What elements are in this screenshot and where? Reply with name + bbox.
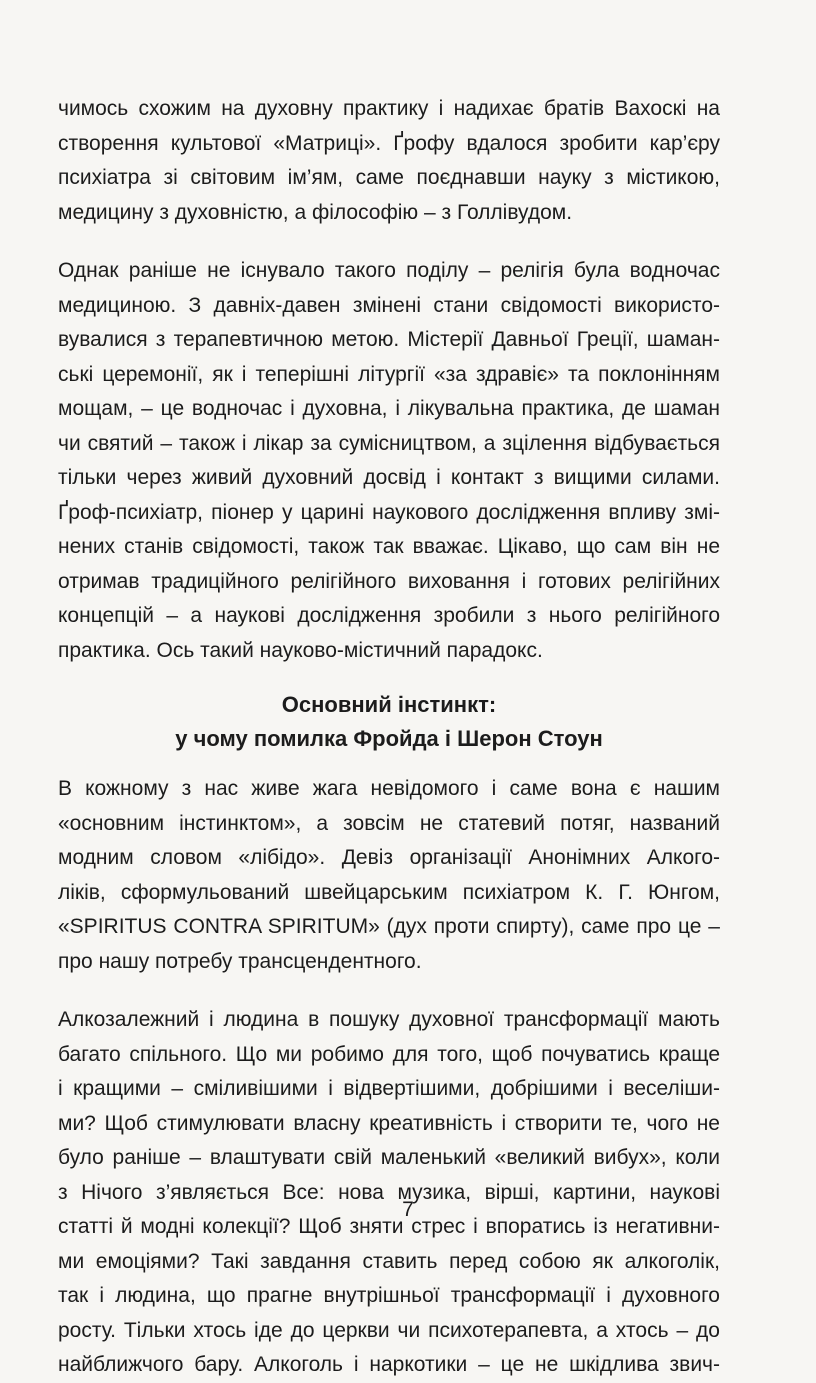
text-line: про нашу потребу трансцендентного. bbox=[58, 949, 422, 973]
text-line: модним словом «лібідо». Девіз організації Анонімних Алкого- bbox=[58, 846, 720, 869]
heading-line-2: у чому помилка Фройда і Шерон Стоун bbox=[175, 726, 603, 751]
text-line: «основним інстинктом», а зовсім не статевий потяг, названий bbox=[58, 811, 720, 835]
paragraph-2 bbox=[58, 254, 720, 668]
text-line: вувалися з терапевтичною метою. Містерії Давньої Греції, шаман- bbox=[58, 328, 720, 351]
text-line: практика. Ось такий науково-містичний парадокс. bbox=[58, 638, 543, 662]
text-line: отримав традиційного релігійного виховання і готових релігійних bbox=[58, 569, 720, 593]
text-line: Алкозалежний і людина в пошуку духовної трансформації мають bbox=[58, 1008, 720, 1031]
text-line: «SPIRITUS CONTRA SPIRITUM» (дух проти спирту), саме про це – bbox=[58, 915, 720, 938]
text-line: з Нічого з’являється Все: нова музика, вірші, картини, наукові bbox=[58, 1180, 720, 1204]
text-line: В кожному з нас живе жага невідомого і саме вона є нашим bbox=[58, 777, 720, 800]
text-line: багато спільного. Що ми робимо для того, щоб почуватись краще bbox=[58, 1042, 720, 1066]
text-line: Однак раніше не існувало такого поділу – релігія була водночас bbox=[58, 259, 720, 282]
text-line: медицину з духовністю, а філософію – з Голлівудом. bbox=[58, 200, 573, 224]
paragraph-4 bbox=[58, 1003, 720, 1383]
text-line: мощам, – це водночас і духовна, і лікувальна практика, де шаман bbox=[58, 397, 720, 420]
text-line: і кращими – сміливішими і відвертішими, добрішими і веселіши- bbox=[58, 1077, 720, 1100]
text-line: статті й модні колекції? Щоб зняти стрес і впоратись із негативни- bbox=[58, 1215, 720, 1238]
text-line: ми емоціями? Такі завдання ставить перед собою як алкоголік, bbox=[58, 1249, 720, 1273]
text-line: росту. Тільки хтось іде до церкви чи психотерапевта, а хтось – до bbox=[58, 1318, 720, 1342]
text-line: ські церемонії, як і теперішні літургії «за здравіє» та поклонінням bbox=[58, 362, 720, 386]
text-line: чимось схожим на духовну практику і надихає братів Вахоскі на bbox=[58, 97, 720, 120]
page-number: 7 bbox=[402, 1198, 414, 1221]
text-line: було раніше – влаштувати свій маленький «великий вибух», коли bbox=[58, 1146, 720, 1169]
text-line: так і людина, що прагне внутрішньої трансформації і духовного bbox=[58, 1284, 720, 1307]
text-line: концепцій – а наукові дослідження зробили з нього релігійного bbox=[58, 604, 720, 627]
paragraph-1 bbox=[58, 92, 720, 230]
text-line: тільки через живий духовний досвід і контакт з вищими силами. bbox=[58, 466, 720, 489]
text-line: ми? Щоб стимулювати власну креативність і створити те, чого не bbox=[58, 1111, 720, 1135]
heading-line-1: Основний інстинкт: bbox=[281, 692, 497, 717]
paragraph-3 bbox=[58, 772, 720, 979]
text-line: створення культової «Матриці». Ґрофу вдалося зробити кар’єру bbox=[58, 131, 720, 155]
text-line: медициною. З давніх-давен змінені стани свідомості використо- bbox=[58, 293, 720, 317]
section-heading bbox=[58, 688, 720, 756]
text-line: Ґроф-психіатр, піонер у царині наукового дослідження впливу змі- bbox=[58, 500, 720, 524]
text-line: нених станів свідомості, також так вважає. Цікаво, що сам він не bbox=[58, 535, 720, 558]
text-line: найближчого бару. Алкоголь і наркотики – це не шкідлива звич- bbox=[58, 1353, 720, 1376]
text-line: ліків, сформульований швейцарським психіатром К. Г. Юнгом, bbox=[58, 880, 720, 904]
text-line: чи святий – також і лікар за сумісництвом, а зцілення відбувається bbox=[58, 431, 720, 455]
text-line: психіатра зі світовим ім’ям, саме поєднавши науку з містикою, bbox=[58, 166, 720, 189]
